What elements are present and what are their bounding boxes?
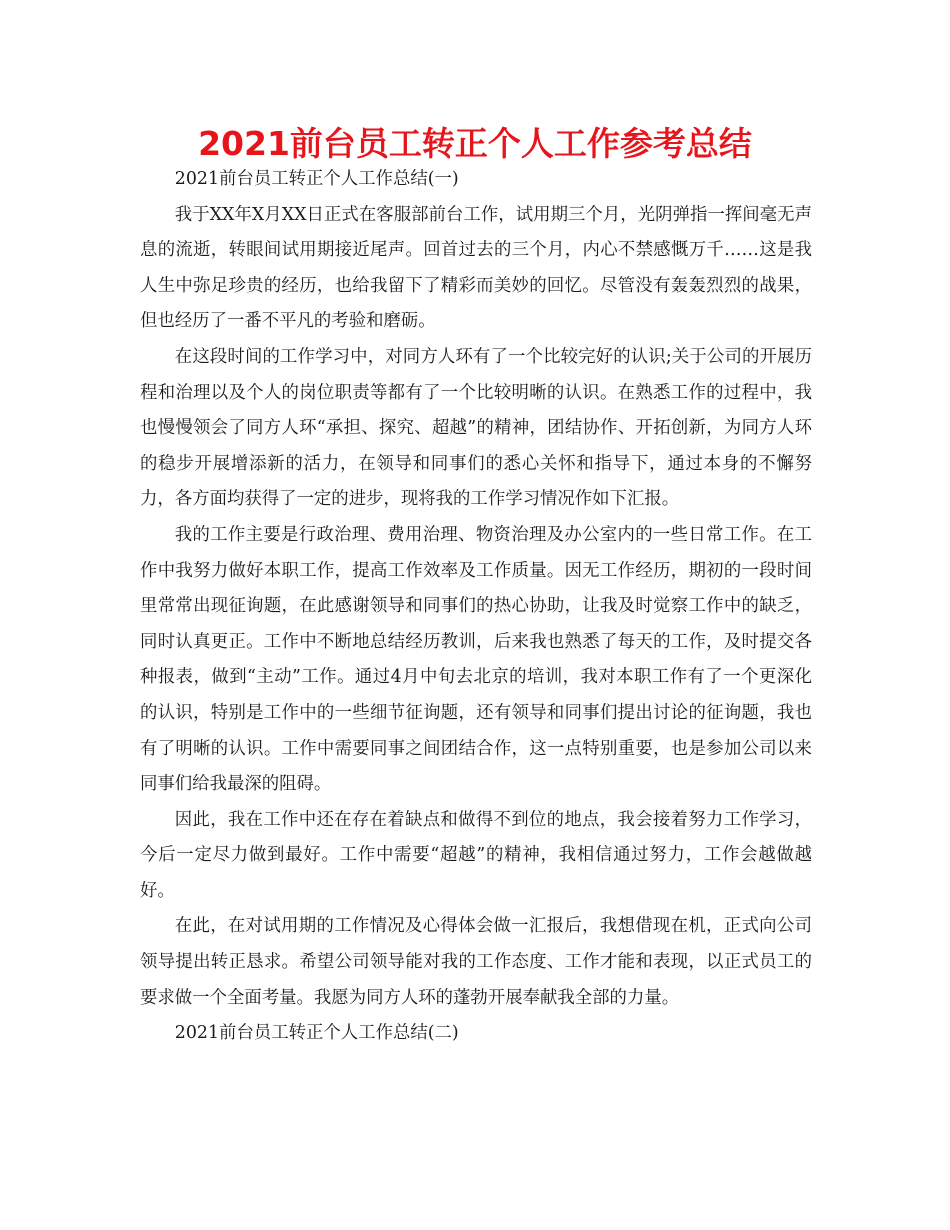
paragraph-1: 我于XX年X月XX日正式在客服部前台工作，试用期三个月，光阴弹指一挥间毫无声息的流逝，转眼间试用期接近尾声。回首过去的三个月，内心不禁感慨万千……这是我人生中弥足珍贵的经历，也给我留下了精彩而美妙的回忆。尽管没有轰轰烈烈的战果，但也经历了一番不平凡的考验和磨砺。 — [140, 204, 812, 332]
section-heading-2: 2021前台员工转正个人工作总结(二) — [174, 1023, 459, 1044]
document-title: 2021前台员工转正个人工作参考总结 — [198, 124, 752, 163]
paragraph-3: 我的工作主要是行政治理、费用治理、物资治理及办公室内的一些日常工作。在工作中我努力做好本职工作，提高工作效率及工作质量。因无工作经历，期初的一段时间里常常出现征询题，在此感谢领导和同事们的热心协助，让我及时觉察工作中的缺乏，同时认真更正。工作中不断地总结经历教训，后来我也熟悉了每天的工作，及时提交各种报表，做到“主动”工作。通过4月中旬去北京的培训，我对本职工作有了一个更深化的认识，特别是工作中的一些细节征询题，还有领导和同事们提出讨论的征询题，我也有了明晰的认识。工作中需要同事之间团结合作，这一点特别重要，也是参加公司以来同事们给我最深的阻碍。 — [140, 524, 812, 795]
document-body — [140, 162, 812, 1052]
section-heading-1: 2021前台员工转正个人工作总结(一) — [174, 169, 459, 189]
paragraph-4: 因此，我在工作中还在存在着缺点和做得不到位的地点，我会接着努力工作学习，今后一定尽力做到最好。工作中需要“超越”的精神，我相信通过努力，工作会越做越好。 — [140, 809, 812, 901]
paragraph-5: 在此，在对试用期的工作情况及心得体会做一汇报后，我想借现在机，正式向公司领导提出转正恳求。希望公司领导能对我的工作态度、工作才能和表现，以正式员工的要求做一个全面考量。我愿为同方人环的蓬勃开展奉献我全部的力量。 — [140, 916, 812, 1008]
paragraph-2: 在这段时间的工作学习中，对同方人环有了一个比较完好的认识;关于公司的开展历程和治理以及个人的岗位职责等都有了一个比较明晰的认识。在熟悉工作的过程中，我也慢慢领会了同方人环“承担、探究、超越”的精神，团结协作、开拓创新，为同方人环的稳步开展增添新的活力，在领导和同事们的悉心关怀和指导下，通过本身的不懈努力，各方面均获得了一定的进步，现将我的工作学习情况作如下汇报。 — [140, 346, 812, 510]
